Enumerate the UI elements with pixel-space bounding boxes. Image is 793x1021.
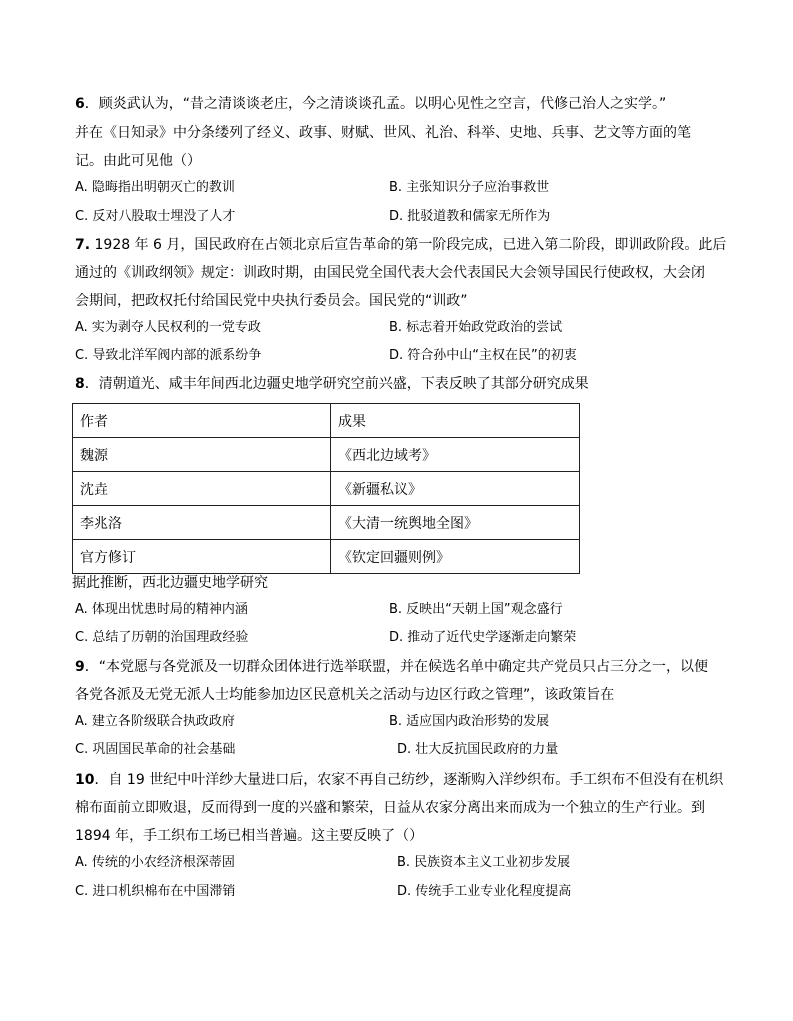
q6-option-d: D. 批驳道教和儒家无所作为 — [389, 209, 551, 224]
q7-option-d: D. 符合孙中山“主权在民”的初衷 — [389, 348, 577, 363]
q10-stem-line-1: 10．自 19 世纪中叶洋纱大量进口后，农家不再自己纺纱，逐渐购入洋纱织布。手工织布不但没有在机织 — [75, 772, 724, 788]
table-row — [73, 472, 580, 506]
table-header-row — [73, 404, 580, 438]
table-cell-result: 《大清一统舆地全图》 — [331, 506, 580, 540]
table-cell-author: 官方修订 — [73, 540, 331, 574]
q8-option-b: B. 反映出“天朝上国”观念盛行 — [389, 602, 563, 617]
q9-option-d: D. 壮大反抗国民政府的力量 — [397, 742, 559, 757]
table-cell-author: 魏源 — [73, 438, 331, 472]
table-cell-result: 《新疆私议》 — [331, 472, 580, 506]
q7-number: 7. — [75, 237, 91, 253]
q7-option-b: B. 标志着开始政党政治的尝试 — [389, 320, 563, 335]
q7-stem-line-2: 通过的《训政纲领》规定：训政时期，由国民党全国代表大会代表国民大会领导国民行使政权，大会闭 — [75, 265, 705, 281]
q6-stem-line-3: 记。由此可见他（） — [75, 153, 201, 169]
q10-option-c: C. 进口机织棉布在中国滞销 — [75, 884, 236, 899]
q7-stem-line-1: 7. 1928 年 6 月，国民政府在占领北京后宣告革命的第一阶段完成，已进入第二阶段，即训政阶段。此后 — [75, 237, 727, 253]
q8-option-d: D. 推动了近代史学逐渐走向繁荣 — [389, 630, 577, 645]
q10-option-b: B. 民族资本主义工业初步发展 — [397, 855, 571, 870]
table-row — [73, 438, 580, 472]
table-header-result: 成果 — [331, 404, 580, 438]
q6-stem-line-1: 6．顾炎武认为，“昔之清谈谈老庄，今之清谈谈孔孟。以明心见性之空言，代修己治人之实学。” — [75, 96, 667, 112]
table-header-author: 作者 — [73, 404, 331, 438]
q8-stem: 8．清朝道光、咸丰年间西北边疆史地学研究空前兴盛，下表反映了其部分研究成果 — [75, 376, 589, 392]
q9-option-a: A. 建立各阶级联合执政政府 — [75, 714, 235, 729]
q8-inference: 据此推断，西北边疆史地学研究 — [72, 575, 268, 591]
q7-stem-line-3: 会期间，把政权托付给国民党中央执行委员会。国民党的“训政” — [75, 293, 468, 309]
q10-option-d: D. 传统手工业专业化程度提高 — [397, 884, 572, 899]
q6-option-a: A. 隐晦指出明朝灭亡的教训 — [75, 180, 235, 195]
q8-option-c: C. 总结了历朝的治国理政经验 — [75, 630, 249, 645]
q9-stem-line-1: 9．“本党愿与各党派及一切群众团体进行选举联盟，并在候选名单中确定共产党员只占三分之一，以便 — [75, 659, 709, 675]
q10-stem-line-2: 棉布面前立即败退，反而得到一度的兴盛和繁荣，日益从农家分离出来而成为一个独立的生产行业。到 — [75, 800, 705, 816]
q10-stem-line-3: 1894 年，手工织布工场已相当普遍。这主要反映了（） — [75, 828, 424, 844]
q10-option-a: A. 传统的小农经济根深蒂固 — [75, 855, 235, 870]
table-cell-author: 李兆洛 — [73, 506, 331, 540]
q10-number: 10 — [75, 772, 95, 788]
q6-option-c: C. 反对八股取士埋没了人才 — [75, 209, 236, 224]
q7-option-c: C. 导致北洋军阀内部的派系纷争 — [75, 348, 262, 363]
table-cell-result: 《钦定回疆则例》 — [331, 540, 580, 574]
q7-option-a: A. 实为剥夺人民权利的一党专政 — [75, 320, 261, 335]
q9-option-b: B. 适应国内政治形势的发展 — [389, 714, 550, 729]
table-cell-result: 《西北边域考》 — [331, 438, 580, 472]
q6-stem-line-2: 并在《日知录》中分条缕列了经义、政事、财赋、世风、礼治、科举、史地、兵事、艺文等方面的笔 — [75, 125, 691, 141]
q6-option-b: B. 主张知识分子应治事救世 — [389, 180, 550, 195]
q6-number: 6 — [75, 96, 85, 112]
table-row — [73, 506, 580, 540]
q9-number: 9 — [75, 659, 85, 675]
q9-option-c: C. 巩固国民革命的社会基础 — [75, 742, 236, 757]
table-row — [73, 540, 580, 574]
q9-stem-line-2: 各党各派及无党无派人士均能参加边区民意机关之活动与边区行政之管理”，该政策旨在 — [75, 687, 615, 703]
q8-number: 8 — [75, 376, 85, 392]
table-cell-author: 沈垚 — [73, 472, 331, 506]
research-results-table — [72, 403, 580, 574]
q8-option-a: A. 体现出忧患时局的精神内涵 — [75, 602, 248, 617]
